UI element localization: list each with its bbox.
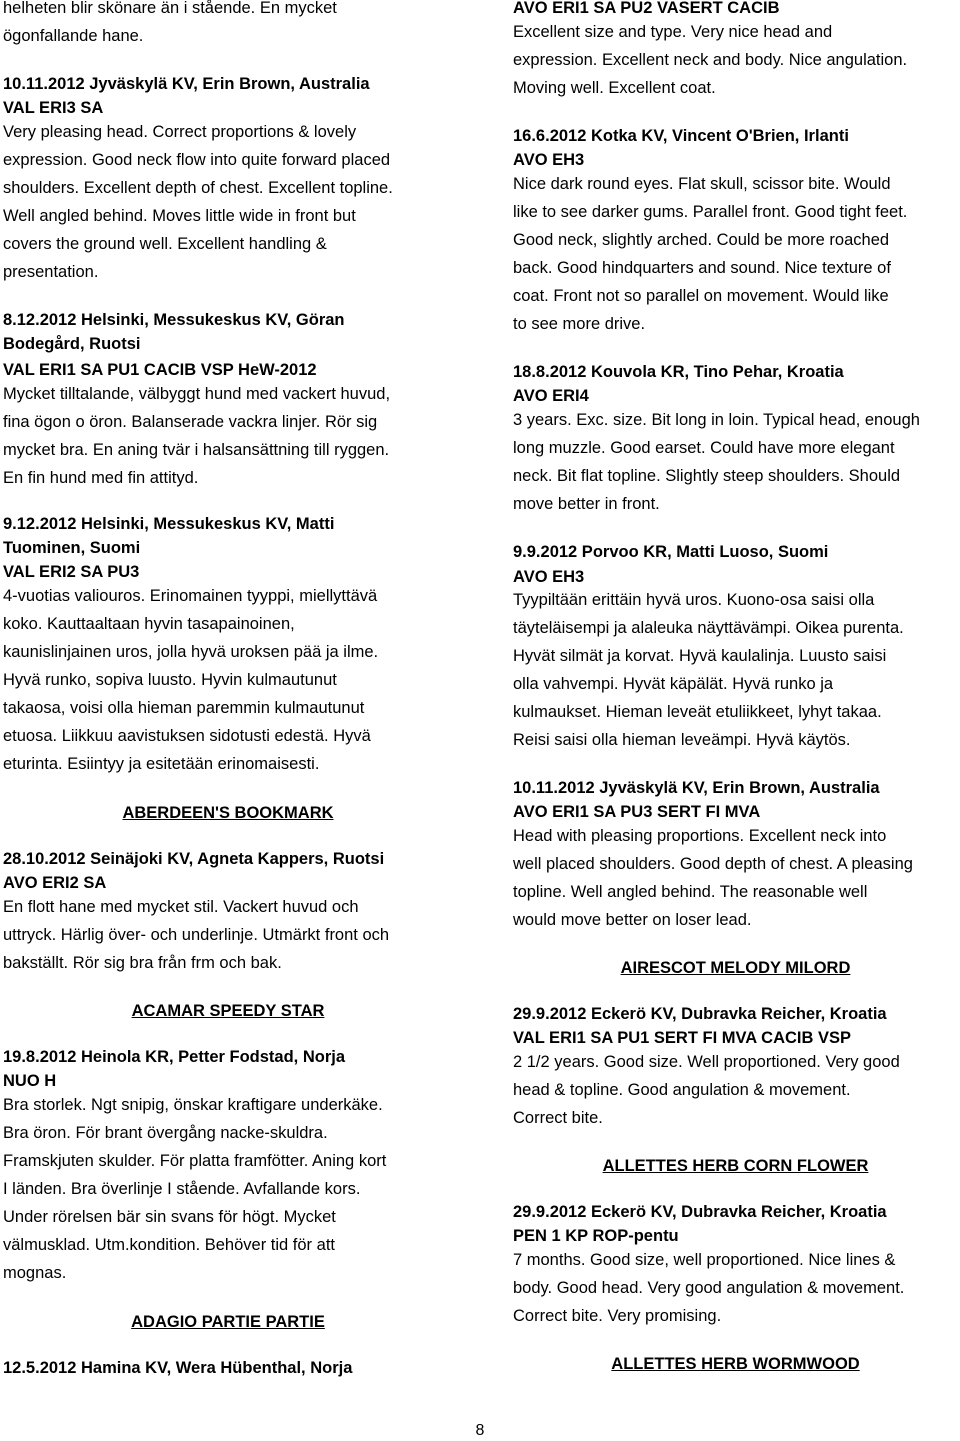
critique-text-line: En flott hane med mycket stil. Vackert huvud och	[3, 898, 359, 916]
critique-text-line: like to see darker gums. Parallel front. Good tight feet.	[513, 203, 908, 221]
show-entry-title-line: 29.9.2012 Eckerö KV, Dubravka Reicher, Kroatia	[513, 1203, 887, 1221]
critique-text-line: Hyvä runko, sopiva luusto. Hyvin kulmautunut	[3, 671, 337, 689]
critique-text-line: neck. Bit flat topline. Slightly steep shoulders. Should	[513, 467, 901, 485]
show-entry-title-line: Tuominen, Suomi	[3, 539, 141, 557]
show-entry-title-line: 12.5.2012 Hamina KV, Wera Hübenthal, Norja	[3, 1359, 353, 1377]
critique-text-line: coat. Front not so parallel on movement. Would like	[513, 287, 889, 305]
show-entry-title-line: 9.12.2012 Helsinki, Messukeskus KV, Matti	[3, 515, 335, 533]
critique-text-line: Moving well. Excellent coat.	[513, 79, 716, 97]
critique-text-line: etuosa. Liikkuu aavistuksen sidotusti edestä. Hyvä	[3, 727, 371, 745]
critique-text-line: to see more drive.	[513, 315, 646, 333]
dog-name-heading: ALLETTES HERB WORMWOOD	[611, 1355, 860, 1373]
critique-text-line: I länden. Bra överlinje I stående. Avfallande kors.	[3, 1180, 361, 1198]
critique-text-line: well placed shoulders. Good depth of chest. A pleasing	[513, 855, 913, 873]
show-entry-title-line: VAL ERI3 SA	[3, 99, 104, 117]
critique-text-line: Good neck, slightly arched. Could be more roached	[513, 231, 890, 249]
show-entry-title-line: AVO ERI1 SA PU2 VASERT CACIB	[513, 0, 780, 17]
critique-text-line: mycket bra. En aning tvär i halsansättning till ryggen.	[3, 441, 390, 459]
critique-text-line: Tyypiltään erittäin hyvä uros. Kuono-osa saisi olla	[513, 591, 875, 609]
critique-text-line: mognas.	[3, 1264, 67, 1282]
critique-text-line: Mycket tilltalande, välbyggt hund med vackert huvud,	[3, 385, 391, 403]
show-entry-title-line: NUO H	[3, 1072, 57, 1090]
critique-text-line: kulmaukset. Hieman leveät etuliikkeet, lyhyt takaa.	[513, 703, 882, 721]
critique-text-line: Head with pleasing proportions. Excellent neck into	[513, 827, 887, 845]
show-entry-title-line: AVO ERI1 SA PU3 SERT FI MVA	[513, 803, 761, 821]
critique-text-line: koko. Kauttaaltaan hyvin tasapainoinen,	[3, 615, 295, 633]
critique-text-line: long muzzle. Good earset. Could have more elegant	[513, 439, 895, 457]
critique-text-line: body. Good head. Very good angulation & movement.	[513, 1279, 905, 1297]
dog-name-heading: ACAMAR SPEEDY STAR	[131, 1002, 325, 1020]
critique-text-line: Very pleasing head. Correct proportions & lovely	[3, 123, 357, 141]
critique-text-line: Hyvät silmät ja korvat. Hyvä kaulalinja. Luusto saisi	[513, 647, 887, 665]
show-entry-title-line: 10.11.2012 Jyväskylä KV, Erin Brown, Australia	[513, 779, 880, 797]
show-entry-title-line: PEN 1 KP ROP-pentu	[513, 1227, 679, 1245]
critique-text-line: Correct bite.	[513, 1109, 603, 1127]
show-entry-title-line: 19.8.2012 Heinola KR, Petter Fodstad, Norja	[3, 1048, 346, 1066]
dog-name-heading: ABERDEEN'S BOOKMARK	[122, 804, 334, 822]
show-entry-title-line: 10.11.2012 Jyväskylä KV, Erin Brown, Australia	[3, 75, 370, 93]
critique-text-line: En fin hund med fin attityd.	[3, 469, 199, 487]
critique-text-line: olla vahvempi. Hyvät käpälät. Hyvä runko ja	[513, 675, 834, 693]
critique-text-line: Bra öron. För brant övergång nacke-skuldra.	[3, 1124, 328, 1142]
critique-text-line: back. Good hindquarters and sound. Nice texture of	[513, 259, 891, 277]
critique-text-line: Correct bite. Very promising.	[513, 1307, 722, 1325]
critique-text-line: 4-vuotias valiouros. Erinomainen tyyppi, miellyttävä	[3, 587, 378, 605]
show-entry-title-line: AVO EH3	[513, 151, 585, 169]
show-entry-title-line: Bodegård, Ruotsi	[3, 335, 141, 353]
critique-text-line: 2 1/2 years. Good size. Well proportioned. Very good	[513, 1053, 900, 1071]
critique-text-line: fina ögon o öron. Balanserade vackra linjer. Rör sig	[3, 413, 378, 431]
critique-text-line: takaosa, voisi olla hieman paremmin kulmautunut	[3, 699, 365, 717]
critique-text-line: expression. Good neck flow into quite forward placed	[3, 151, 391, 169]
show-entry-title-line: 9.9.2012 Porvoo KR, Matti Luoso, Suomi	[513, 543, 829, 561]
critique-text-line: shoulders. Excellent depth of chest. Excellent topline.	[3, 179, 393, 197]
show-entry-title-line: AVO ERI2 SA	[3, 874, 107, 892]
critique-text-line: Framskjuten skulder. För platta framfötter. Aning kort	[3, 1152, 387, 1170]
critique-text-line: bakställt. Rör sig bra från frm och bak.	[3, 954, 282, 972]
critique-text-line: kaunislinjainen uros, jolla hyvä uroksen pää ja ilme.	[3, 643, 379, 661]
critique-text-line: Bra storlek. Ngt snipig, önskar kraftigare underkäke.	[3, 1096, 383, 1114]
show-entry-title-line: AVO EH3	[513, 568, 585, 586]
critique-text-line: helheten blir skönare än i stående. En mycket	[3, 0, 337, 17]
critique-text-line: Excellent size and type. Very nice head and	[513, 23, 833, 41]
critique-text-line: 3 years. Exc. size. Bit long in loin. Typical head, enough	[513, 411, 920, 429]
critique-text-line: head & topline. Good angulation & movement.	[513, 1081, 851, 1099]
show-entry-title-line: 28.10.2012 Seinäjoki KV, Agneta Kappers, Ruotsi	[3, 850, 385, 868]
critique-text-line: uttryck. Härlig över- och underlinje. Utmärkt front och	[3, 926, 390, 944]
page-number: 8	[475, 1422, 485, 1439]
critique-text-line: Well angled behind. Moves little wide in front but	[3, 207, 356, 225]
show-entry-title-line: VAL ERI1 SA PU1 SERT FI MVA CACIB VSP	[513, 1029, 852, 1047]
critique-text-line: Reisi saisi olla hieman leveämpi. Hyvä käytös.	[513, 731, 851, 749]
critique-text-line: Under rörelsen bär sin svans för högt. Mycket	[3, 1208, 336, 1226]
dog-name-heading: AIRESCOT MELODY MILORD	[620, 959, 851, 977]
critique-text-line: täyteläisempi ja alaleuka näyttävämpi. Oikea purenta.	[513, 619, 904, 637]
dog-name-heading: ALLETTES HERB CORN FLOWER	[602, 1157, 869, 1175]
show-entry-title-line: 8.12.2012 Helsinki, Messukeskus KV, Göran	[3, 311, 345, 329]
critique-text-line: covers the ground well. Excellent handling &	[3, 235, 327, 253]
critique-text-line: välmusklad. Utm.kondition. Behöver tid för att	[3, 1236, 335, 1254]
show-entry-title-line: AVO ERI4	[513, 387, 589, 405]
critique-text-line: would move better on loser lead.	[513, 911, 752, 929]
critique-text-line: Nice dark round eyes. Flat skull, scissor bite. Would	[513, 175, 891, 193]
show-entry-title-line: VAL ERI2 SA PU3	[3, 563, 140, 581]
dog-name-heading: ADAGIO PARTIE PARTIE	[131, 1313, 325, 1331]
show-entry-title-line: 16.6.2012 Kotka KV, Vincent O'Brien, Irlanti	[513, 127, 849, 145]
critique-text-line: eturinta. Esiintyy ja esitetään erinomaisesti.	[3, 755, 320, 773]
critique-text-line: topline. Well angled behind. The reasonable well	[513, 883, 868, 901]
critique-text-line: move better in front.	[513, 495, 660, 513]
critique-text-line: 7 months. Good size, well proportioned. Nice lines &	[513, 1251, 896, 1269]
critique-text-line: expression. Excellent neck and body. Nice angulation.	[513, 51, 908, 69]
show-entry-title-line: 29.9.2012 Eckerö KV, Dubravka Reicher, Kroatia	[513, 1005, 887, 1023]
critique-text-line: presentation.	[3, 263, 99, 281]
critique-text-line: ögonfallande hane.	[3, 27, 144, 45]
show-entry-title-line: 18.8.2012 Kouvola KR, Tino Pehar, Kroatia	[513, 363, 844, 381]
show-entry-title-line: VAL ERI1 SA PU1 CACIB VSP HeW-2012	[3, 361, 317, 379]
